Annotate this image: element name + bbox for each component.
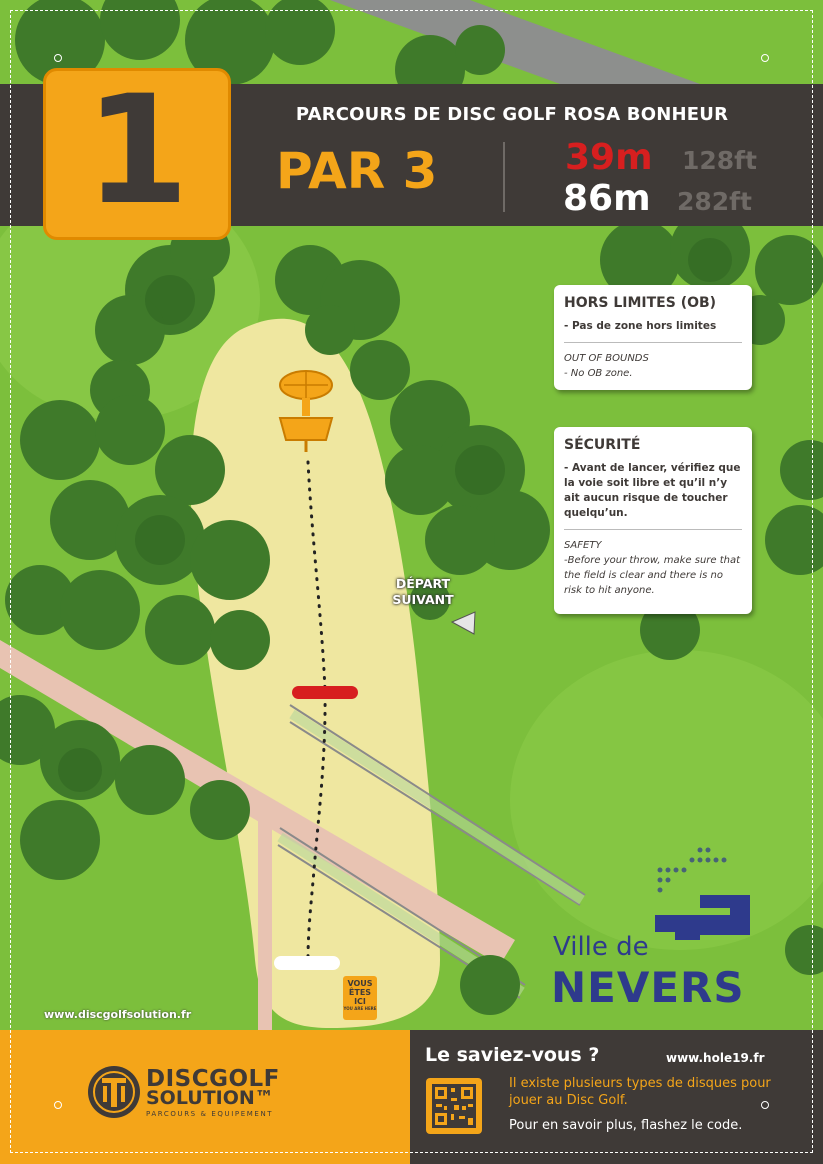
qr-code-icon[interactable] xyxy=(426,1078,482,1134)
white-tee xyxy=(274,956,340,970)
sponsor-tagline: PARCOURS & EQUIPEMENT xyxy=(146,1110,274,1118)
out-of-bounds-card xyxy=(554,285,752,390)
safety-title-en: SAFETY xyxy=(564,540,602,551)
discgolf-solution-logo-icon xyxy=(86,1064,142,1120)
mounting-hole xyxy=(761,54,769,62)
fact-title: Le saviez-vous ? xyxy=(425,1044,600,1066)
red-tee-distance-ft: 128ft xyxy=(682,146,758,175)
safety-title: SÉCURITÉ xyxy=(564,437,641,453)
next-tee-label xyxy=(384,576,462,608)
white-tee-distance-m: 86m xyxy=(563,178,651,219)
next-tee-line1: DÉPART xyxy=(395,576,451,591)
mounting-hole xyxy=(54,1101,62,1109)
par-label: PAR 3 xyxy=(276,142,438,200)
red-tee xyxy=(292,686,358,699)
you-are-here-en: YOU ARE HERE xyxy=(343,1006,377,1011)
mounting-hole xyxy=(54,54,62,62)
you-are-here-line2: ÊTES xyxy=(348,988,372,997)
you-are-here-line1: VOUS xyxy=(347,979,373,988)
hole-number-badge xyxy=(43,64,231,240)
white-tee-distance-ft: 282ft xyxy=(677,187,753,216)
path xyxy=(258,800,272,1030)
header-divider xyxy=(503,142,505,212)
ob-divider xyxy=(564,342,742,343)
sponsor-name-line2: SOLUTION™ xyxy=(146,1087,274,1109)
you-are-here-marker xyxy=(343,976,377,1020)
you-are-here-line3: ICI xyxy=(354,997,366,1006)
ob-title-en: OUT OF BOUNDS xyxy=(564,353,649,364)
city-name: NEVERS xyxy=(551,963,745,1012)
fact-cta: Pour en savoir plus, flashez le code. xyxy=(509,1118,743,1133)
ob-text-en: - No OB zone. xyxy=(564,368,633,379)
safety-card xyxy=(554,427,752,614)
city-prefix: Ville de xyxy=(553,932,649,962)
ob-title: HORS LIMITES (OB) xyxy=(564,295,717,311)
sponsor-name-line1: DISCGOLF xyxy=(146,1066,280,1092)
safety-divider xyxy=(564,529,742,530)
hole-number: 1 xyxy=(84,64,190,238)
course-title: PARCOURS DE DISC GOLF ROSA BONHEUR xyxy=(295,104,729,125)
safety-text-en: -Before your throw, make sure that the field is clear and there is no risk to hit anyone. xyxy=(564,555,741,596)
red-tee-distance-m: 39m xyxy=(565,137,653,178)
safety-text-fr: - Avant de lancer, vérifiez que la voie soit libre et qu’il n’y ait aucun risque de toucher quelqu’un. xyxy=(564,462,741,519)
website-link[interactable]: www.discgolfsolution.fr xyxy=(44,1008,192,1021)
qr-code-pattern xyxy=(426,1078,482,1134)
mounting-hole xyxy=(761,1101,769,1109)
fact-text: Il existe plusieurs types de disques pour jouer au Disc Golf. xyxy=(509,1076,771,1108)
ob-text-fr: - Pas de zone hors limites xyxy=(564,320,717,332)
next-tee-line2: SUIVANT xyxy=(392,592,454,607)
fact-website-link[interactable]: www.hole19.fr xyxy=(666,1051,765,1065)
